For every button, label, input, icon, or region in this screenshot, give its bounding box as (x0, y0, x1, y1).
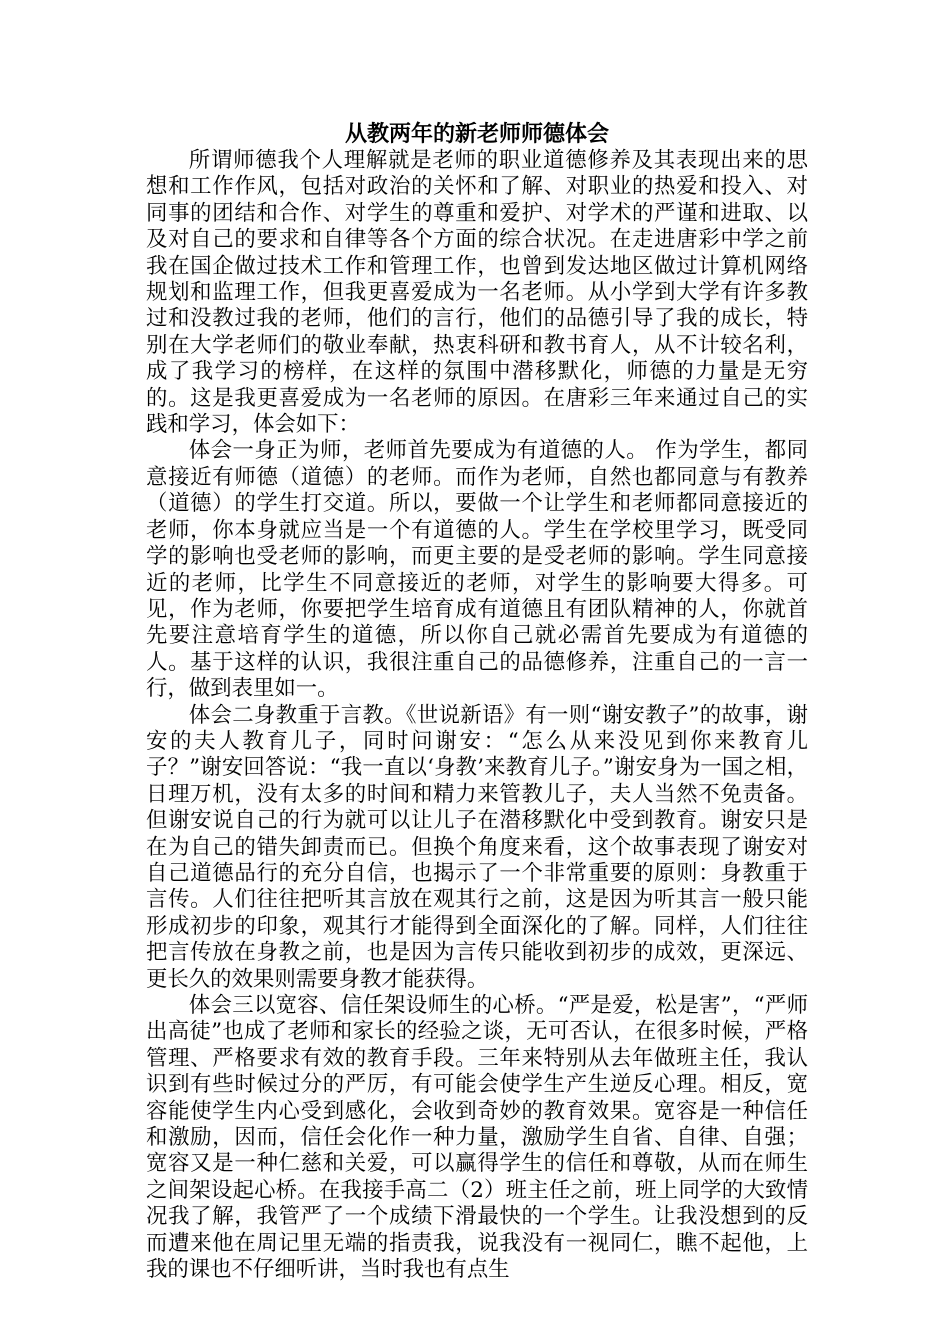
paragraph-insight-one: 体会一身正为师，老师首先要成为有道德的人。 作为学生，都同意接近有师德（道德）的老师。而作为老师，自然也都同意与有教养（道德）的学生打交道。所以，要做一个让学生和老师都同意接近的老师，你本身就应当是一个有道德的人。学生在学校里学习，既受同学的影响也受老师的影响，而更主要的是受老师的影响。学生同意接近的老师，比学生不同意接近的老师，对学生的影响要大得多。可见，作为老师，你要把学生培育成有道德且有团队精神的人，你就首先要注意培育学生的道德，所以你自己就必需首先要成为有道德的人。基于这样的认识，我很注重自己的品德修养，注重自己的一言一行，做到表里如一。 (146, 438, 808, 702)
document-page (146, 120, 808, 1283)
paragraph-insight-three: 体会三以宽容、信任架设师生的心桥。“严是爱，松是害”，“严师出高徒”也成了老师和家长的经验之谈，无可否认，在很多时候，严格管理、严格要求有效的教育手段。三年来特别从去年做班主任，我认识到有些时候过分的严厉，有可能会使学生产生逆反心理。相反，宽容能使学生内心受到感化，会收到奇妙的教育效果。宽容是一种信任和激励，因而，信任会化作一种力量，激励学生自省、自律、自强；宽容又是一种仁慈和关爱，可以赢得学生的信任和尊敬，从而在师生之间架设起心桥。在我接手高二（2）班主任之前，班上同学的大致情况我了解，我管严了一个成绩下滑最快的一个学生。让我没想到的反而遭来他在周记里无端的指责我，说我没有一视同仁，瞧不起他，上我的课也不仔细听讲，当时我也有点生 (146, 993, 808, 1283)
document-title: 从教两年的新老师师德体会 (344, 121, 609, 147)
paragraph-insight-two: 体会二身教重于言教。《世说新语》有一则“谢安教子”的故事，谢安的夫人教育儿子，同时问谢安：“怎么从来没见到你来教育儿子？”谢安回答说：“我一直以‘身教’来教育儿子。”谢安身为一国之相，日理万机，没有太多的时间和精力来管教儿子，夫人当然不免责备。但谢安说自己的行为就可以让儿子在潜移默化中受到教育。谢安只是在为自己的错失卸责而已。但换个角度来看，这个故事表现了谢安对自己道德品行的充分自信，也揭示了一个非常重要的原则：身教重于言传。人们往往把听其言放在观其行之前，这是因为听其言一般只能形成初步的印象，观其行才能得到全面深化的了解。同样，人们往往把言传放在身教之前，也是因为言传只能收到初步的成效，更深远、更长久的效果则需要身教才能获得。 (146, 702, 808, 992)
paragraph-intro: 所谓师德我个人理解就是老师的职业道德修养及其表现出来的思想和工作作风，包括对政治的关怀和了解、对职业的热爱和投入、对同事的团结和合作、对学生的尊重和爱护、对学术的严谨和进取、以及对自己的要求和自律等各个方面的综合状况。在走进唐彩中学之前我在国企做过技术工作和管理工作，也曾到发达地区做过计算机网络规划和监理工作，但我更喜爱成为一名老师。从小学到大学有许多教过和没教过我的老师，他们的言行，他们的品德引导了我的成长，特别在大学老师们的敬业奉献，热衷科研和教书育人，从不计较名利，成了我学习的榜样，在这样的氛围中潜移默化，师德的力量是无穷的。这是我更喜爱成为一名老师的原因。在唐彩三年来通过自己的实践和学习，体会如下： (146, 148, 808, 438)
